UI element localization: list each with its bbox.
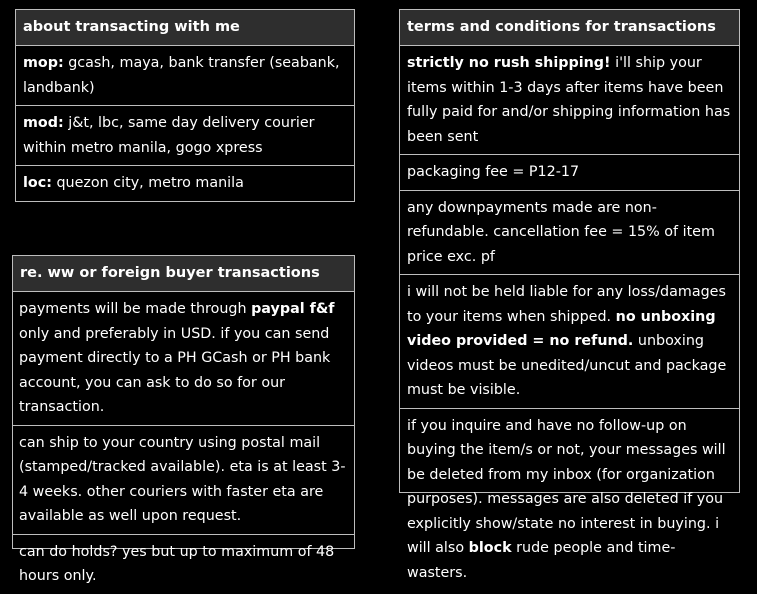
about-panel-title: about transacting with me <box>16 10 354 46</box>
terms-liability-row <box>400 275 739 409</box>
ww-panel-title: re. ww or foreign buyer transactions <box>13 256 354 292</box>
loc-row <box>16 166 354 201</box>
terms-inquire-pre: if you inquire and have no follow-up on buying the item/s or not, your messages will be deleted from my inbox (for organization purposes). messages are also deleted if you explicitly show/state no interest in buying. i will also <box>407 417 726 556</box>
foreign-buyer-panel <box>12 255 355 584</box>
mod-text: j&t, lbc, same day delivery courier within metro manila, gogo xpress <box>23 115 315 156</box>
terms-panel <box>399 9 740 581</box>
terms-liability-pre: i will not be held liable for any loss/damages to your items when shipped. <box>407 284 726 325</box>
mod-label: mod: <box>23 115 64 131</box>
mod-row <box>16 106 354 166</box>
about-transacting-panel <box>15 9 355 202</box>
ww-payments-pre: payments will be made through <box>19 301 252 317</box>
mop-text: gcash, maya, bank transfer (seabank, landbank) <box>23 55 340 96</box>
terms-inquire-bold: block <box>468 540 512 556</box>
loc-text: quezon city, metro manila <box>51 175 244 191</box>
terms-liability-bold: no unboxing video provided = no refund. <box>407 308 716 349</box>
terms-inquire-post: rude people and time-wasters. <box>407 540 676 581</box>
terms-packaging-row: packaging fee = P12-17 <box>400 155 739 191</box>
terms-panel-title: terms and conditions for transactions <box>400 10 739 46</box>
terms-liability-post: unboxing videos must be unedited/uncut and package must be visible. <box>407 333 727 398</box>
terms-inquire-row <box>400 409 739 591</box>
ww-payments-row <box>13 292 354 426</box>
ww-payments-post: only and preferably in USD. if you can send payment directly to a PH GCash or PH bank account, you can ask to do so for our transaction. <box>19 325 331 415</box>
mop-label: mop: <box>23 55 64 71</box>
terms-downpayment-row: any downpayments made are non-refundable. cancellation fee = 15% of item price exc. pf <box>400 191 739 276</box>
terms-rush-row <box>400 46 739 155</box>
terms-rush-text: i'll ship your items within 1-3 days after items have been fully paid for and/or shipping information has been sent <box>407 55 731 145</box>
terms-rush-bold: strictly no rush shipping! <box>407 55 611 71</box>
ww-payments-bold: paypal f&f <box>251 301 335 317</box>
ww-holds-row: can do holds? yes but up to maximum of 48 hours only. <box>19 543 335 584</box>
mop-row <box>16 46 354 106</box>
loc-label: loc: <box>23 175 52 191</box>
ww-shipping-row: can ship to your country using postal mail (stamped/tracked available). eta is at least 3-4 weeks. other couriers with faster eta are available as well upon request. <box>13 426 354 535</box>
